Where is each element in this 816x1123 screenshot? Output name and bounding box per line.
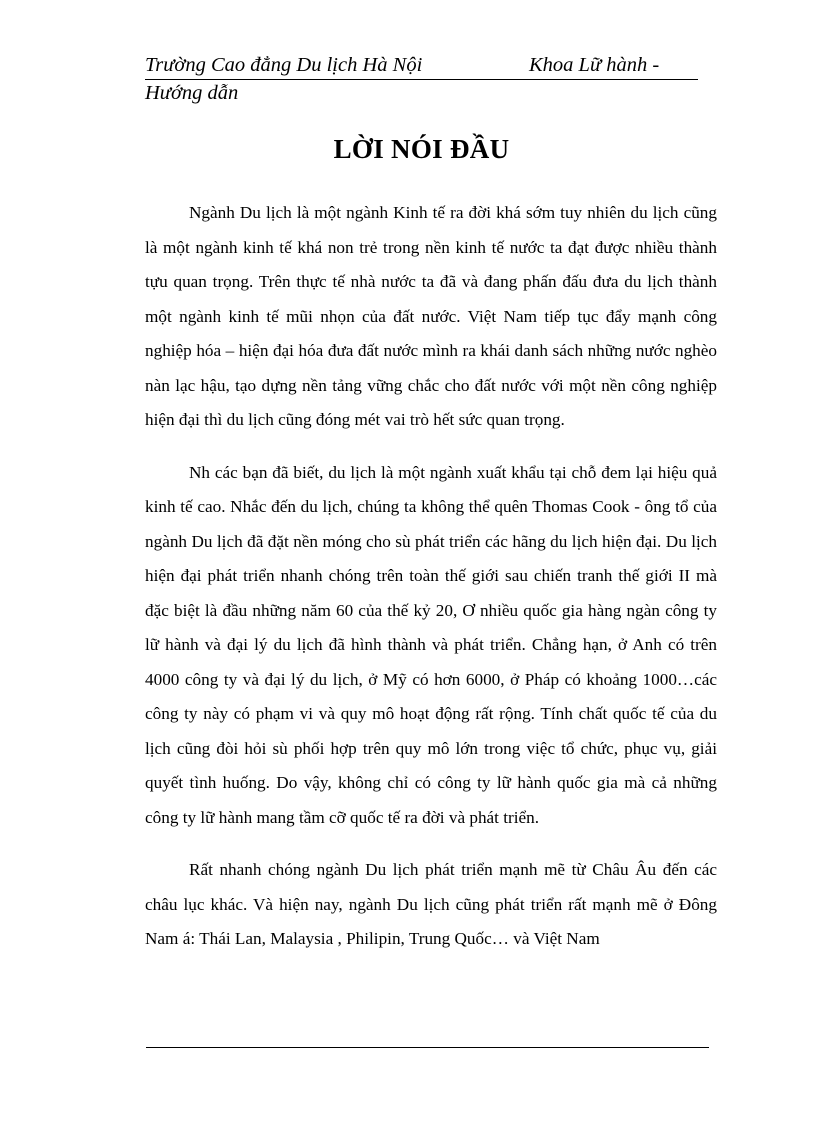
page-title: LỜI NÓI ĐẦU [333,134,510,164]
header-rule-line [145,52,698,80]
body-text [145,196,717,975]
paragraph-1: Ngành Du lịch là một ngành Kinh tế ra đời khá sớm tuy nhiên du lịch cũng là một ngành kinh tế khá non trẻ trong nền kinh tế nước ta đạt được nhiều thành tựu quan trọng. Trên thực tế nhà nước ta đã và đang phấn đấu đưa du lịch thành một ngành kinh tế mũi nhọn của đất nước. Việt Nam tiếp tục đẩy mạnh công nghiệp hóa – hiện đại hóa đưa đất nước mình ra khái danh sách những nước nghèo nàn lạc hậu, tạo dựng nền tảng vững chắc cho đất nước với một nền công nghiệp hiện đại thì du lịch cũng đóng mét vai trò hết sức quan trọng. [145,203,717,429]
header-school-name: Trường Cao đẳng Du lịch Hà Nội [145,54,423,76]
paragraph-3: Rất nhanh chóng ngành Du lịch phát triển mạnh mẽ từ Châu Âu đến các châu lục khác. Và hiện nay, ngành Du lịch cũng phát triển rất mạnh mẽ ở Đông Nam á: Thái Lan, Malaysia , Philipin, Trung Quốc… và Việt Nam [145,860,717,948]
header-department: Khoa Lữ hành - [529,54,660,76]
page-header [145,52,698,107]
header-subtitle: Hướng dẫn [145,82,239,104]
paragraph-2: Nh các bạn đã biết, du lịch là một ngành xuất khẩu tại chỗ đem lại hiệu quả kinh tế cao. Nhắc đến du lịch, chúng ta không thể quên Thomas Cook - ông tổ của ngành Du lịch đã đặt nền móng cho sù phát triển các hãng du lịch hiện đại. Du lịch hiện đại phát triển nhanh chóng trên toàn thế giới sau chiến tranh thế giới II mà đặc biệt là đầu những năm 60 của thế kỷ 20, Ơ nhiều quốc gia hàng ngàn công ty lữ hành và đại lý du lịch đã hình thành và phát triển. Chẳng hạn, ở Anh có trên 4000 công ty và đại lý du lịch, ở Mỹ có hơn 6000, ở Pháp có khoảng 1000…các công ty này có phạm vi và quy mô hoạt động rất rộng. Tính chất quốc tế của du lịch cũng đòi hỏi sù phối hợp trên quy mô lớn trong việc tổ chức, phục vụ, giải quyết tình huống. Do vậy, không chỉ có công ty lữ hành quốc gia mà cả những công ty lữ hành mang tầm cỡ quốc tế ra đời và phát triển. [145,462,717,827]
footer-rule [146,1047,709,1048]
